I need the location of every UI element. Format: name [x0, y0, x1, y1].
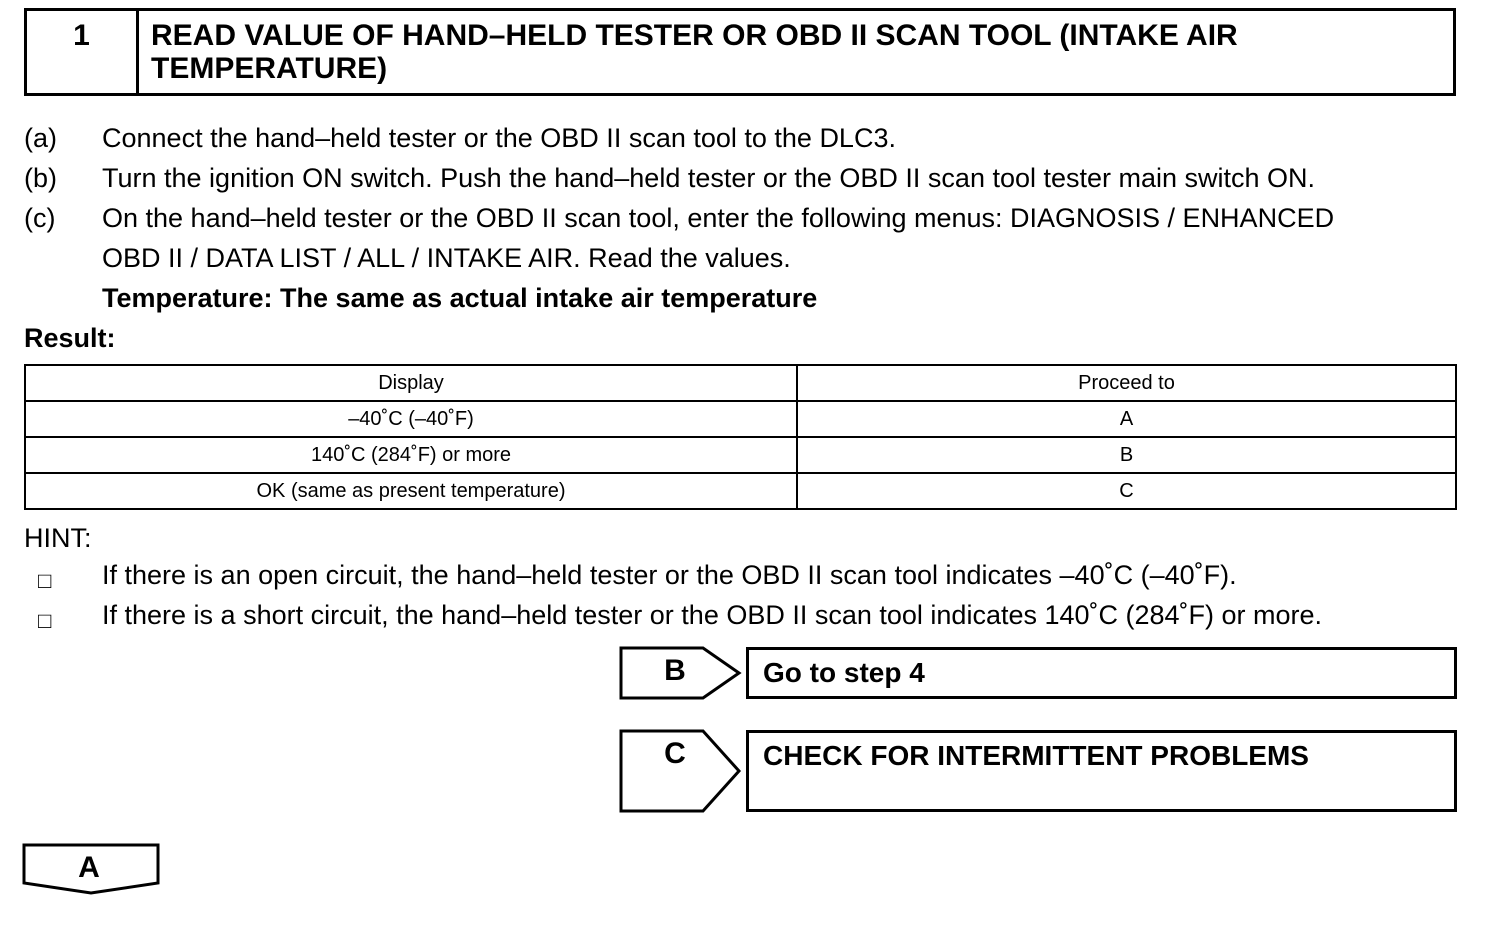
- step-title-line2: TEMPERATURE): [151, 52, 388, 85]
- step-b-label: (b): [24, 163, 57, 193]
- table-header-row: [25, 365, 1456, 401]
- checkbox-icon: □: [38, 568, 52, 593]
- step-c-text2: OBD II / DATA LIST / ALL / INTAKE AIR. Read the values.: [102, 243, 791, 273]
- step-number: 1: [27, 11, 139, 93]
- result-table: [24, 364, 1457, 510]
- step-a-label: (a): [24, 123, 57, 153]
- branch-c-target: [746, 730, 1457, 812]
- hint-item: If there is a short circuit, the hand–held tester or the OBD II scan tool indicates 140˚C (284˚F) or more.: [102, 600, 1323, 630]
- step-title-line1: READ VALUE OF HAND–HELD TESTER OR OBD II SCAN TOOL (INTAKE AIR: [151, 19, 1238, 52]
- table-cell: OK (same as present temperature): [25, 473, 797, 509]
- spec-text: Temperature: The same as actual intake air temperature: [102, 283, 818, 313]
- branch-c-target-text: CHECK FOR INTERMITTENT PROBLEMS: [763, 740, 1309, 771]
- table-header-display: Display: [25, 365, 797, 401]
- branch-b-target-text: Go to step 4: [763, 657, 925, 688]
- table-row: [25, 473, 1456, 509]
- step-b-text: Turn the ignition ON switch. Push the hand–held tester or the OBD II scan tool tester main switch ON.: [102, 163, 1316, 193]
- step-c-text: On the hand–held tester or the OBD II scan tool, enter the following menus: DIAGNOSIS / ENHANCED: [102, 203, 1335, 233]
- continue-a-label: A: [78, 851, 100, 884]
- table-cell: A: [797, 401, 1456, 437]
- table-header-proceed: Proceed to: [797, 365, 1456, 401]
- table-cell: 140˚C (284˚F) or more: [25, 437, 797, 473]
- step-title: [151, 19, 1443, 85]
- table-row: [25, 401, 1456, 437]
- step-header: [24, 8, 1456, 96]
- table-cell: C: [797, 473, 1456, 509]
- table-row: [25, 437, 1456, 473]
- step-a-text: Connect the hand–held tester or the OBD II scan tool to the DLC3.: [102, 123, 896, 153]
- result-label: Result:: [24, 323, 116, 353]
- table-cell: B: [797, 437, 1456, 473]
- step-c-label: (c): [24, 203, 56, 233]
- branch-b-label: B: [664, 654, 686, 687]
- checkbox-icon: □: [38, 608, 52, 633]
- hint-item: If there is an open circuit, the hand–held tester or the OBD II scan tool indicates –40˚C (–40˚F).: [102, 560, 1237, 590]
- branch-b-target: [746, 647, 1457, 699]
- table-cell: –40˚C (–40˚F): [25, 401, 797, 437]
- hint-label: HINT:: [24, 523, 92, 553]
- branch-c-label: C: [664, 737, 686, 770]
